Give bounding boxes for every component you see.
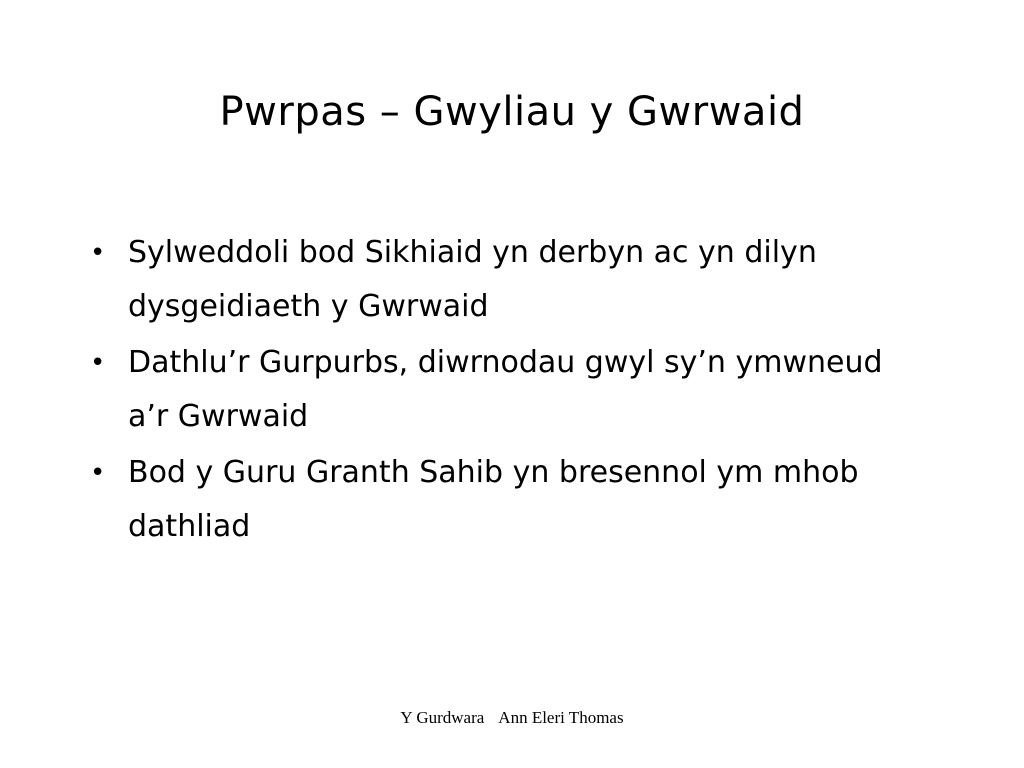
footer-author: Ann Eleri Thomas — [498, 708, 624, 727]
bullet-text: Sylweddoli bod Sikhiaid yn derbyn ac yn dilyn dysgeidiaeth y Gwrwaid — [128, 235, 817, 324]
bullet-icon: • — [90, 238, 106, 268]
footer-topic: Y Gurdwara — [400, 708, 485, 727]
bullet-icon: • — [90, 348, 106, 378]
bullet-text: Dathlu’r Gurpurbs, diwrnodau gwyl sy’n ymwneud a’r Gwrwaid — [128, 345, 883, 434]
bullet-list — [90, 226, 920, 556]
slide-title: Pwrpas – Gwyliau y Gwrwaid — [219, 89, 805, 135]
bullet-text: Bod y Guru Granth Sahib yn bresennol ym mhob dathliad — [128, 455, 859, 544]
bullet-icon: • — [90, 458, 106, 488]
slide-footer — [0, 706, 1024, 730]
bullet-item — [90, 446, 920, 554]
bullet-item — [90, 226, 920, 334]
bullet-item — [90, 336, 920, 444]
